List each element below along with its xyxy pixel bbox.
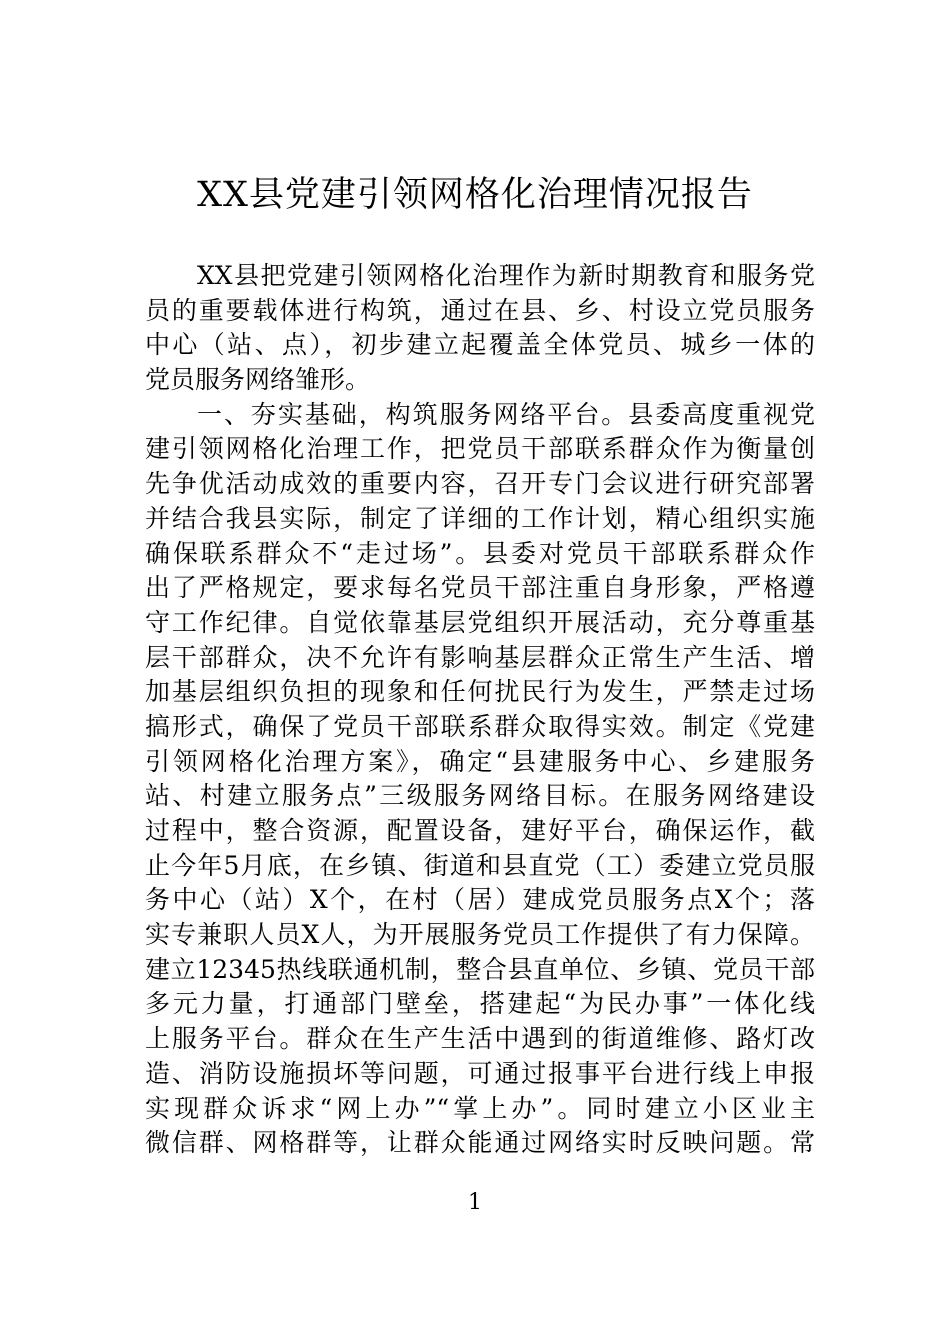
paragraph-line: 务中心（站）X个，在村（居）建成党员服务点X个；落 [145,885,815,915]
paragraph-line: 并结合我县实际，制定了详细的工作计划，精心组织实施 [145,503,815,533]
paragraph-line: 止今年5月底，在乡镇、街道和县直党（工）委建立党员服 [145,850,815,880]
paragraph-line: 过程中，整合资源，配置设备，建好平台，确保运作，截 [145,816,815,845]
paragraph-line: 建立12345热线联通机制，整合县直单位、乡镇、党员干部 [145,954,815,984]
section-heading-line: 一、夯实基础，构筑服务网络平台。县委高度重视党 [197,399,815,429]
paragraph-line: 党员服务网络雏形。 [145,365,371,395]
paragraph-line: 上服务平台。群众在生产生活中遇到的街道维修、路灯改 [145,1024,815,1054]
paragraph-line: 守工作纪律。自觉依靠基层党组织开展活动，充分尊重基 [145,607,815,637]
paragraph-line: 出了严格规定，要求每名党员干部注重自身形象，严格遵 [145,573,815,603]
paragraph-line: 建引领网格化治理工作，把党员干部联系群众作为衡量创 [145,434,815,464]
paragraph-line: 实现群众诉求“网上办”“掌上办”。同时建立小区业主 [145,1093,815,1123]
paragraph-line: 微信群、网格群等，让群众能通过网络实时反映问题。常 [145,1128,815,1158]
paragraph-line: 造、消防设施损坏等问题，可通过报事平台进行线上申报 [145,1058,815,1088]
paragraph-line: 员的重要载体进行构筑，通过在县、乡、村设立党员服务 [145,295,815,325]
paragraph-line: XX县把党建引领网格化治理作为新时期教育和服务党 [197,261,815,290]
paragraph-line: 层干部群众，决不允许有影响基层群众正常生产生活、增 [145,642,815,672]
paragraph-line: 搞形式，确保了党员干部联系群众取得实效。制定《党建 [145,711,815,741]
page-number: 1 [468,1190,482,1215]
paragraph-line: 中心（站、点），初步建立起覆盖全体党员、城乡一体的 [145,330,815,360]
paragraph-line: 引领网格化治理方案》，确定“县建服务中心、乡建服务 [145,746,815,776]
paragraph-line: 加基层组织负担的现象和任何扰民行为发生，严禁走过场 [145,677,815,707]
paragraph-line: 确保联系群众不“走过场”。县委对党员干部联系群众作 [145,538,815,568]
document-title: XX县党建引领网格化治理情况报告 [197,175,753,215]
document-body [145,259,815,1161]
paragraph-line: 先争优活动成效的重要内容，召开专门会议进行研究部署 [145,469,815,499]
paragraph-line: 站、村建立服务点”三级服务网络目标。在服务网络建设 [145,781,815,811]
paragraph-line: 多元力量，打通部门壁垒，搭建起“为民办事”一体化线 [145,989,815,1019]
paragraph-line: 实专兼职人员X人，为开展服务党员工作提供了有力保障。 [145,920,815,950]
